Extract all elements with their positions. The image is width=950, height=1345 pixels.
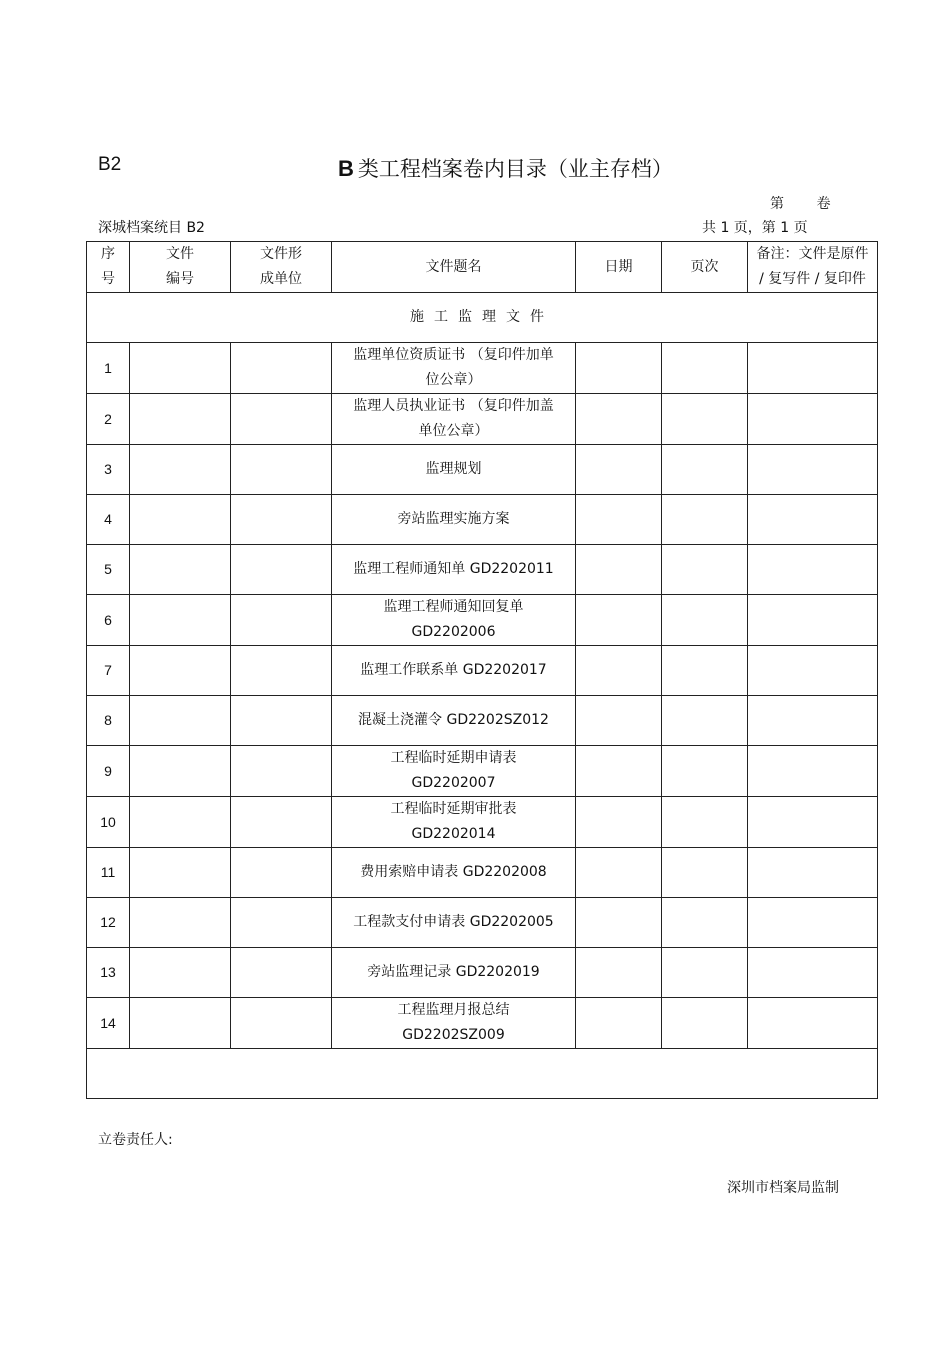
cell-doc-number <box>130 746 231 797</box>
table-row <box>87 898 878 948</box>
cell-seq: 11 <box>87 848 130 898</box>
cell-issuing-unit <box>231 948 332 998</box>
cell-issuing-unit <box>231 998 332 1049</box>
cell-pages <box>662 948 748 998</box>
cell-seq: 4 <box>87 495 130 545</box>
cell-doc-number <box>130 595 231 646</box>
title-line-1: 费用索赔申请表 GD2202008 <box>360 864 547 880</box>
cell-doc-title <box>332 848 576 898</box>
cell-remark <box>748 646 878 696</box>
section-row <box>87 293 878 343</box>
table-row <box>87 545 878 595</box>
header-doc-title: 文件题名 <box>332 242 576 293</box>
cell-seq: 6 <box>87 595 130 646</box>
title-line-2: GD2202006 <box>411 624 496 640</box>
page-info: 共 1 页，第 1 页 <box>702 220 808 236</box>
cell-doc-number <box>130 394 231 445</box>
table-row <box>87 696 878 746</box>
cell-date <box>576 545 662 595</box>
catalog-label: 深城档案统目 B2 <box>98 220 205 236</box>
cell-seq: 7 <box>87 646 130 696</box>
cell-issuing-unit <box>231 495 332 545</box>
title-text: 类工程档案卷内目录（业主存档） <box>357 157 673 181</box>
cell-doc-number <box>130 495 231 545</box>
cell-doc-title <box>332 545 576 595</box>
cell-pages <box>662 898 748 948</box>
cell-date <box>576 746 662 797</box>
cell-doc-number <box>130 445 231 495</box>
table-row <box>87 343 878 394</box>
cell-doc-number <box>130 797 231 848</box>
title-line-1: 监理人员执业证书 （复印件加盖 <box>353 398 554 414</box>
cell-date <box>576 848 662 898</box>
title-line-1: 监理单位资质证书 （复印件加单 <box>353 347 554 363</box>
table-row <box>87 646 878 696</box>
cell-date <box>576 948 662 998</box>
cell-pages <box>662 394 748 445</box>
page-title <box>338 153 673 183</box>
cell-date <box>576 646 662 696</box>
cell-doc-title <box>332 797 576 848</box>
supervisor-label: 深圳市档案局监制 <box>727 1180 839 1196</box>
cell-doc-title <box>332 746 576 797</box>
cell-pages <box>662 746 748 797</box>
cell-pages <box>662 848 748 898</box>
title-line-1: 工程临时延期申请表 <box>390 750 517 766</box>
cell-seq: 13 <box>87 948 130 998</box>
cell-doc-number <box>130 948 231 998</box>
cell-date <box>576 595 662 646</box>
cell-doc-number <box>130 343 231 394</box>
title-line-1: 监理工程师通知回复单 <box>383 599 524 615</box>
volume-label: 第 卷 <box>770 196 831 212</box>
cell-seq: 12 <box>87 898 130 948</box>
table-row <box>87 595 878 646</box>
title-line-1: 工程款支付申请表 GD2202005 <box>353 914 554 930</box>
cell-issuing-unit <box>231 445 332 495</box>
cell-remark <box>748 445 878 495</box>
cell-remark <box>748 545 878 595</box>
cell-issuing-unit <box>231 394 332 445</box>
cell-date <box>576 445 662 495</box>
title-line-2: GD2202007 <box>411 775 496 791</box>
cell-issuing-unit <box>231 646 332 696</box>
title-prefix: B <box>338 156 354 181</box>
table-row <box>87 746 878 797</box>
cell-pages <box>662 595 748 646</box>
cell-pages <box>662 797 748 848</box>
cell-seq: 5 <box>87 545 130 595</box>
cell-doc-title <box>332 948 576 998</box>
cell-seq: 14 <box>87 998 130 1049</box>
blank-row <box>87 1049 878 1099</box>
cell-pages <box>662 545 748 595</box>
cell-issuing-unit <box>231 343 332 394</box>
cell-issuing-unit <box>231 797 332 848</box>
cell-doc-title <box>332 998 576 1049</box>
cell-doc-title <box>332 646 576 696</box>
cell-issuing-unit <box>231 898 332 948</box>
table-row <box>87 998 878 1049</box>
header-date: 日期 <box>576 242 662 293</box>
cell-seq: 1 <box>87 343 130 394</box>
cell-doc-number <box>130 848 231 898</box>
table-row <box>87 394 878 445</box>
cell-doc-title <box>332 898 576 948</box>
table-row <box>87 948 878 998</box>
cell-date <box>576 495 662 545</box>
cell-date <box>576 394 662 445</box>
cell-date <box>576 696 662 746</box>
cell-seq: 8 <box>87 696 130 746</box>
cell-doc-title <box>332 495 576 545</box>
cell-pages <box>662 696 748 746</box>
cell-pages <box>662 495 748 545</box>
cell-pages <box>662 646 748 696</box>
title-line-2: 位公章） <box>425 372 482 388</box>
header-pages: 页次 <box>662 242 748 293</box>
cell-remark <box>748 595 878 646</box>
cell-remark <box>748 998 878 1049</box>
blank-cell <box>87 1049 878 1099</box>
title-line-1: 旁站监理实施方案 <box>397 511 510 527</box>
title-line-1: 监理规划 <box>425 461 482 477</box>
cell-doc-title <box>332 696 576 746</box>
title-line-1: 监理工作联系单 GD2202017 <box>360 662 547 678</box>
form-code: B2 <box>98 154 122 175</box>
cell-issuing-unit <box>231 595 332 646</box>
title-line-1: 工程监理月报总结 <box>397 1002 510 1018</box>
cell-remark <box>748 394 878 445</box>
cell-remark <box>748 948 878 998</box>
table-row <box>87 445 878 495</box>
cell-pages <box>662 343 748 394</box>
cell-doc-number <box>130 646 231 696</box>
title-line-1: 旁站监理记录 GD2202019 <box>367 964 540 980</box>
title-line-2: GD2202014 <box>411 826 496 842</box>
table-row <box>87 495 878 545</box>
section-title: 施工监理文件 <box>87 293 878 343</box>
title-line-1: 工程临时延期审批表 <box>390 801 517 817</box>
cell-date <box>576 343 662 394</box>
cell-pages <box>662 998 748 1049</box>
cell-date <box>576 898 662 948</box>
header-issuing-unit: 文件形 成单位 <box>231 242 332 293</box>
cell-seq: 9 <box>87 746 130 797</box>
header-doc-number: 文件 编号 <box>130 242 231 293</box>
title-line-2: GD2202SZ009 <box>402 1027 505 1043</box>
catalog-table <box>86 241 878 1099</box>
cell-seq: 10 <box>87 797 130 848</box>
header-seq: 序 号 <box>87 242 130 293</box>
cell-issuing-unit <box>231 696 332 746</box>
cell-date <box>576 998 662 1049</box>
cell-remark <box>748 898 878 948</box>
cell-pages <box>662 445 748 495</box>
title-line-1: 监理工程师通知单 GD2202011 <box>353 561 554 577</box>
title-line-1: 混凝土浇灌令 GD2202SZ012 <box>358 712 549 728</box>
cell-doc-number <box>130 898 231 948</box>
cell-date <box>576 797 662 848</box>
cell-doc-title <box>332 343 576 394</box>
cell-doc-title <box>332 394 576 445</box>
cell-doc-number <box>130 998 231 1049</box>
cell-seq: 2 <box>87 394 130 445</box>
cell-remark <box>748 848 878 898</box>
cell-doc-title <box>332 445 576 495</box>
cell-issuing-unit <box>231 848 332 898</box>
cell-remark <box>748 797 878 848</box>
cell-doc-number <box>130 545 231 595</box>
cell-remark <box>748 495 878 545</box>
cell-doc-title <box>332 595 576 646</box>
table-row <box>87 797 878 848</box>
cell-seq: 3 <box>87 445 130 495</box>
table-row <box>87 848 878 898</box>
responsible-person-label: 立卷责任人: <box>98 1132 173 1148</box>
cell-remark <box>748 746 878 797</box>
title-line-2: 单位公章） <box>418 423 489 439</box>
cell-remark <box>748 696 878 746</box>
table-header-row <box>87 242 878 293</box>
cell-issuing-unit <box>231 746 332 797</box>
header-remark: 备注：文件是原件 / 复写件 / 复印件 <box>748 242 878 293</box>
cell-remark <box>748 343 878 394</box>
cell-issuing-unit <box>231 545 332 595</box>
cell-doc-number <box>130 696 231 746</box>
